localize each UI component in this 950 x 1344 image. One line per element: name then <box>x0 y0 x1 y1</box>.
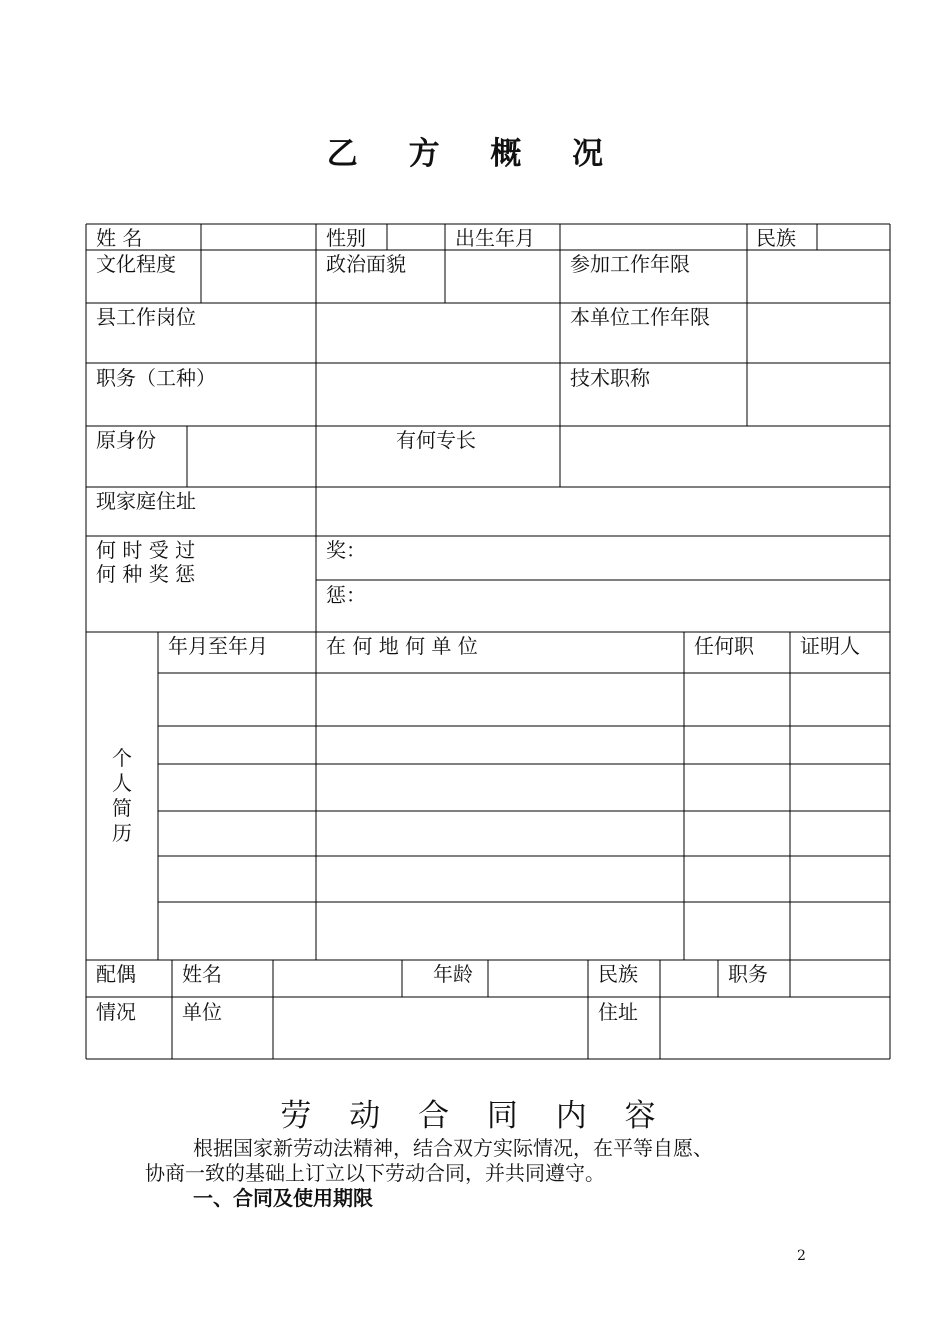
situation-label: 情况 <box>96 1000 136 1024</box>
duty-label: 职务（工种） <box>96 366 216 390</box>
resume-col-post: 任何职 <box>694 634 754 658</box>
resume-col-period: 年月至年月 <box>168 634 268 658</box>
spouse-duty-label: 职务 <box>728 962 768 986</box>
page-title: 乙 方 概 况 <box>326 136 624 172</box>
spouse-label: 配偶 <box>96 962 136 986</box>
specialty-label: 有何专长 <box>396 428 476 452</box>
work-years-label: 参加工作年限 <box>570 252 690 276</box>
resume-col-place: 在 何 地 何 单 位 <box>326 634 478 658</box>
contract-title: 劳 动 合 同 内 容 <box>280 1098 670 1134</box>
page-number: 2 <box>797 1248 806 1264</box>
spouse-age-label: 年龄 <box>433 962 473 986</box>
resume-label: 个人简历 <box>112 746 132 845</box>
award-label-line2: 何 种 奖 惩 <box>96 562 196 586</box>
spouse-unit-label: 单位 <box>182 1000 222 1024</box>
contract-paragraph-line1: 根据国家新劳动法精神，结合双方实际情况，在平等自愿、 <box>193 1136 713 1160</box>
origin-label: 原身份 <box>96 428 156 452</box>
tech-title-label: 技术职称 <box>570 366 650 390</box>
birth-label: 出生年月 <box>455 226 535 250</box>
gender-label: 性别 <box>326 226 366 250</box>
ethnicity-label: 民族 <box>756 226 796 250</box>
punish-label: 惩： <box>326 583 366 607</box>
name-label: 姓 名 <box>96 226 143 250</box>
section-heading-1: 一、合同及使用期限 <box>193 1186 373 1210</box>
spouse-name-label: 姓名 <box>182 962 222 986</box>
county-post-label: 县工作岗位 <box>96 305 196 329</box>
spouse-ethnicity-label: 民族 <box>598 962 638 986</box>
award-label-line1: 何 时 受 过 <box>96 538 196 562</box>
education-label: 文化程度 <box>96 252 176 276</box>
unit-years-label: 本单位工作年限 <box>570 305 710 329</box>
spouse-address-label: 住址 <box>598 1000 638 1024</box>
reward-label: 奖： <box>326 538 366 562</box>
resume-col-witness: 证明人 <box>800 634 860 658</box>
contract-paragraph-line2: 协商一致的基础上订立以下劳动合同，并共同遵守。 <box>145 1161 605 1185</box>
address-label: 现家庭住址 <box>96 489 196 513</box>
political-label: 政治面貌 <box>326 252 406 276</box>
